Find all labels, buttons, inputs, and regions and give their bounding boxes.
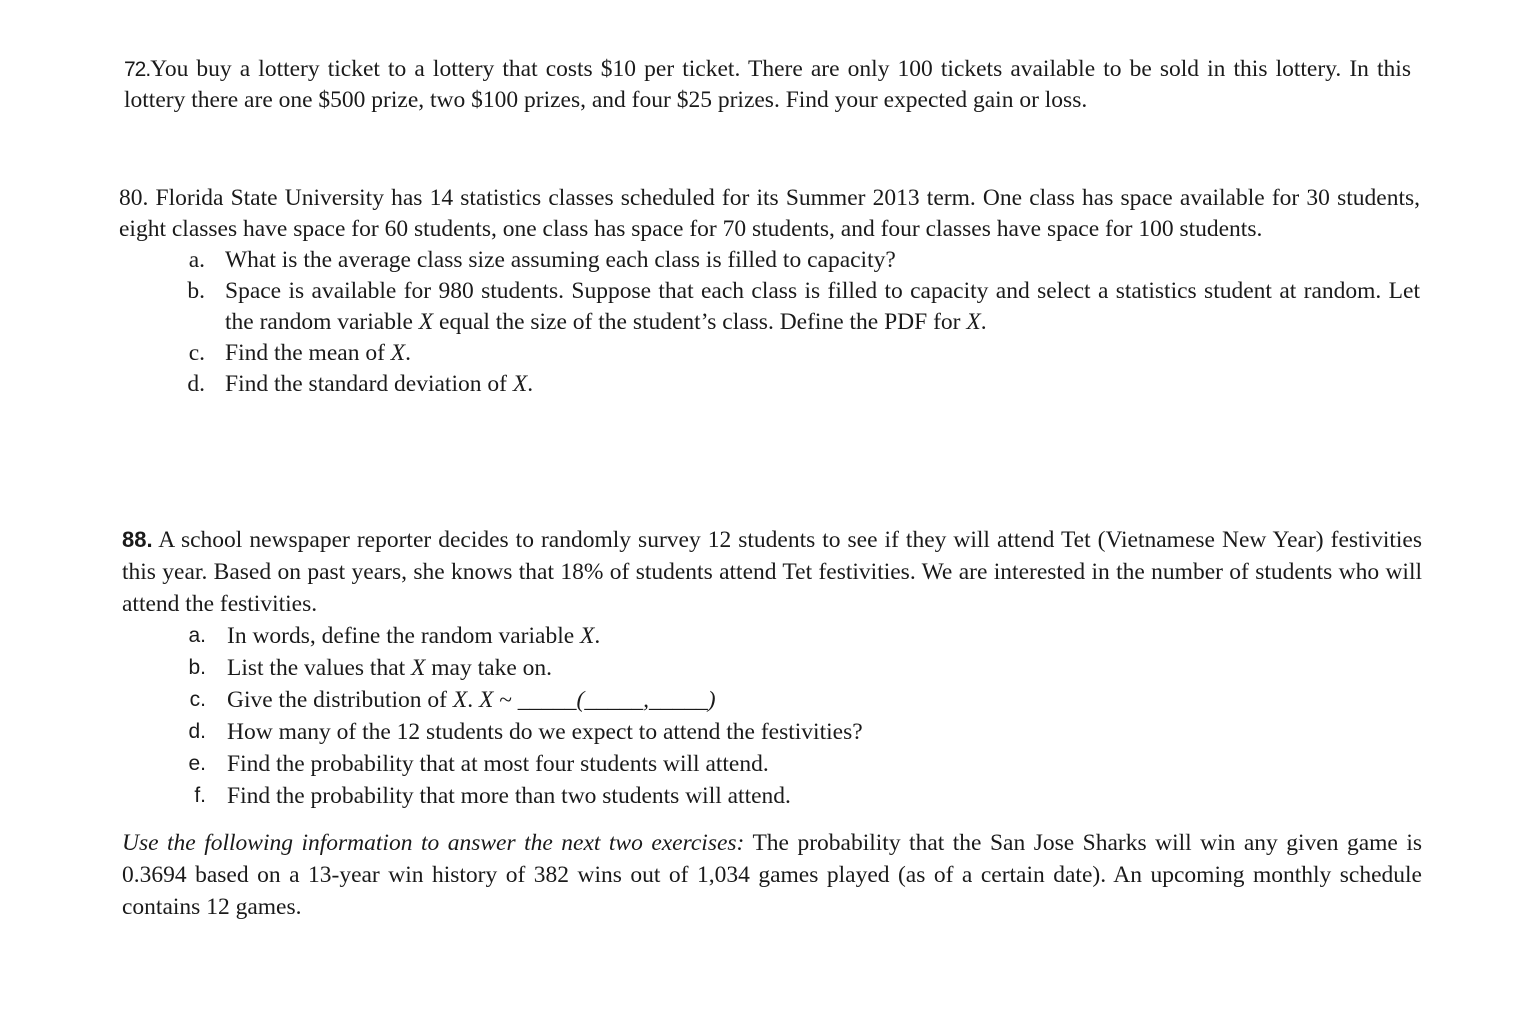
part-a: [119, 245, 1420, 276]
variable-x: X: [966, 309, 981, 335]
variable-x: X: [390, 340, 406, 366]
part-a: [122, 620, 1422, 652]
problem-72: [124, 54, 1411, 115]
part-text: Give the distribution of: [227, 687, 453, 713]
part-c: [122, 684, 1422, 716]
info-paragraph: [122, 827, 1422, 923]
part-text: .: [980, 309, 987, 335]
problem-80-parts: [119, 245, 1420, 400]
part-text: ~ _____: [493, 687, 577, 713]
variable-x: X: [580, 623, 595, 649]
part-b: [119, 276, 1420, 338]
problem-number: 88.: [122, 527, 153, 552]
part-label: f.: [194, 784, 206, 807]
info-intro: Use the following information to answer the next two exercises:: [122, 830, 745, 856]
problem-88: [122, 524, 1422, 812]
variable-x: X: [418, 309, 434, 335]
part-label: b.: [188, 656, 206, 679]
part-d: [122, 716, 1422, 748]
part-text: Find the standard deviation of: [225, 371, 513, 397]
problem-88-text: [122, 524, 1422, 620]
distribution-blanks: (_____,_____): [576, 687, 716, 713]
part-d: [119, 369, 1420, 400]
part-label: e.: [188, 752, 206, 775]
part-label: c.: [189, 688, 206, 711]
part-label: d.: [187, 371, 205, 397]
part-text: List the values that: [227, 655, 412, 681]
problem-body: A school newspaper reporter decides to randomly survey 12 students to see if they will attend Tet (Vietnamese New Year) festivities this year. Based on past years, she knows that 18% of students attend Tet festivities. We are interested in the number of students who will attend the festivities.: [122, 527, 1422, 617]
info-text: [122, 827, 1422, 923]
part-label: c.: [188, 340, 205, 366]
part-text: .: [527, 371, 534, 397]
part-text: In words, define the random variable: [227, 623, 581, 649]
part-label: a.: [188, 247, 205, 273]
problem-80-text: [119, 183, 1420, 245]
part-text: .: [467, 687, 479, 713]
part-text: equal the size of the student’s class. Define the PDF for: [433, 309, 967, 335]
part-text: What is the average class size assuming each class is filled to capacity?: [225, 247, 896, 273]
part-e: [122, 748, 1422, 780]
variable-x: X: [452, 687, 468, 713]
part-text: .: [594, 623, 601, 649]
part-b: [122, 652, 1422, 684]
part-label: a.: [188, 624, 206, 647]
info-body: The probability that the San Jose Sharks will win any given game is 0.3694 based on a 13-year win history of 382 wins out of 1,034 games played (as of a certain date). An upcoming monthly schedule contains 12 games.: [122, 830, 1422, 920]
variable-x: X: [512, 371, 528, 397]
problem-88-parts: [122, 620, 1422, 812]
problem-72-text: [124, 54, 1411, 115]
part-text: Find the mean of: [225, 340, 391, 366]
problem-number: 80: [119, 185, 143, 211]
part-c: [119, 338, 1420, 369]
part-text: Space is available for 980 students. Suppose that each class is filled to capacity and select a statistics student at random. Let the random variable: [225, 278, 1420, 335]
problem-number: 72.: [124, 58, 151, 81]
part-f: [122, 780, 1422, 812]
part-text: Find the probability that more than two students will attend.: [227, 783, 791, 809]
part-label: b.: [187, 278, 205, 304]
part-text: Find the probability that at most four students will attend.: [227, 751, 769, 777]
part-label: d.: [188, 720, 206, 743]
variable-x: X: [411, 655, 426, 681]
problem-body: You buy a lottery ticket to a lottery that costs $10 per ticket. There are only 100 tickets available to be sold in this lottery. In this lottery there are one $500 prize, two $100 prizes, and four $25 prizes. Find your expected gain or loss.: [124, 56, 1411, 113]
part-text: may take on.: [425, 655, 553, 681]
variable-x: X: [478, 687, 494, 713]
part-text: .: [405, 340, 412, 366]
problem-80: [119, 183, 1420, 400]
problem-body: . Florida State University has 14 statistics classes scheduled for its Summer 2013 term. One class has space available for 30 students, eight classes have space for 60 students, one class has space for 70 students, and four classes have space for 100 students.: [119, 185, 1420, 242]
part-text: How many of the 12 students do we expect to attend the festivities?: [227, 719, 863, 745]
